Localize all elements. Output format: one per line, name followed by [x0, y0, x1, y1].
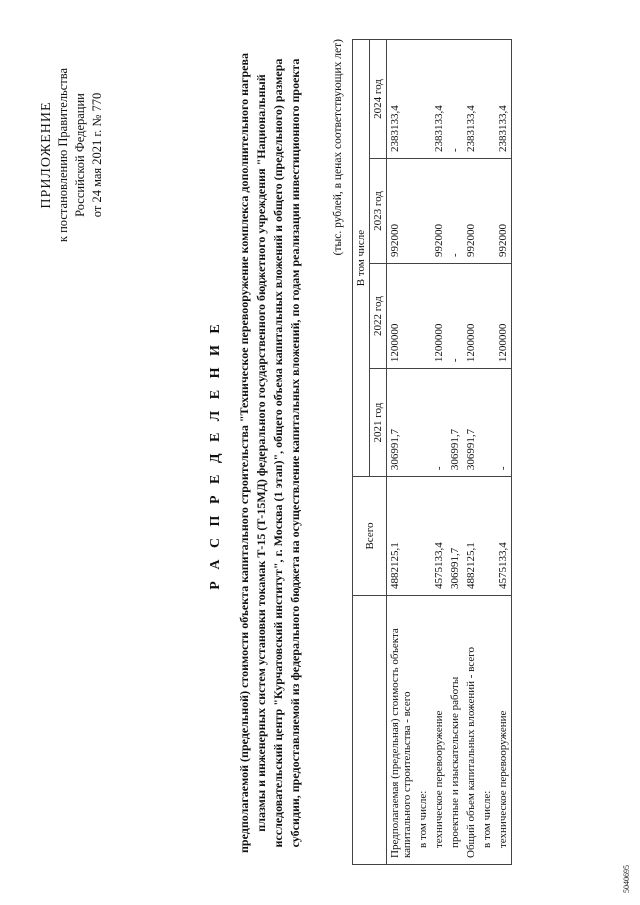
- annex-line-1: к постановлению Правительства: [56, 67, 70, 243]
- header-year: 2021 год: [370, 369, 387, 477]
- table-row: [463, 40, 479, 865]
- header-year: 2024 год: [370, 40, 387, 159]
- row-label: в том числе:: [479, 596, 495, 865]
- cell-value: 992000: [463, 158, 479, 263]
- cell-value: 1200000: [431, 264, 447, 369]
- cell-value: -: [495, 369, 512, 477]
- cell-value: 1200000: [463, 264, 479, 369]
- cell-value: [479, 40, 495, 159]
- document-title: Р А С П Р Е Д Е Л Е Н И Е: [208, 320, 223, 590]
- annex-header: [38, 25, 106, 285]
- cell-total: [479, 477, 495, 596]
- document-code: 5040695: [622, 865, 631, 893]
- table-row: [479, 40, 495, 865]
- cell-value: 306991,7: [447, 369, 463, 477]
- cell-value: 306991,7: [387, 369, 416, 477]
- cell-value: 1200000: [387, 264, 416, 369]
- cell-value: -: [447, 264, 463, 369]
- cell-value: 1200000: [495, 264, 512, 369]
- annex-title: ПРИЛОЖЕНИЕ: [39, 101, 54, 209]
- annex-line-3: от 24 мая 2021 г. № 770: [90, 92, 104, 218]
- cell-value: [479, 158, 495, 263]
- cell-value: 2383133,4: [463, 40, 479, 159]
- cell-value: -: [447, 40, 463, 159]
- cell-value: 2383133,4: [387, 40, 416, 159]
- header-including: В том числе: [353, 40, 370, 477]
- cell-total: 306991,7: [447, 477, 463, 596]
- document-subtitle: предполагаемой (предельной) стоимости объекта капитального строительства "Техническое перевооружение комплекса дополнительного нагрева плазмы и инженерных систем установки токамак Т-15 (Т-15МД) федерального государственного бюджетного учреждения "Национальный исследовательский центр "Курчатовский институт", г. Москва (1 этап)", общего объема капитальных вложений и общего (предельного) размера субсидии, предоставляемой из федерального бюджета на осуществление капитальных вложений, по годам реализации инвестиционного проекта: [237, 53, 302, 853]
- cell-value: [415, 264, 431, 369]
- cell-total: [415, 477, 431, 596]
- cell-value: [479, 369, 495, 477]
- table-row: [431, 40, 447, 865]
- table-row: [415, 40, 431, 865]
- cell-total: 4882125,1: [463, 477, 479, 596]
- header-empty-cell: [353, 596, 387, 865]
- row-label: Предполагаемая (предельная) стоимость объекта капитального строительства - всего: [387, 596, 416, 865]
- cell-value: 992000: [387, 158, 416, 263]
- header-year: 2023 год: [370, 158, 387, 263]
- units-note: (тыс. рублей, в ценах соответствующих лет): [332, 39, 344, 256]
- cell-value: 992000: [495, 158, 512, 263]
- cell-value: 2383133,4: [495, 40, 512, 159]
- row-label: техническое перевооружение: [495, 596, 512, 865]
- cell-value: 306991,7: [463, 369, 479, 477]
- cell-value: -: [447, 158, 463, 263]
- row-label: в том числе:: [415, 596, 431, 865]
- header-year: 2022 год: [370, 264, 387, 369]
- cell-value: 992000: [431, 158, 447, 263]
- table-row: [447, 40, 463, 865]
- cell-value: -: [431, 369, 447, 477]
- cell-value: [415, 40, 431, 159]
- table-row: [495, 40, 512, 865]
- cell-total: 4882125,1: [387, 477, 416, 596]
- cell-total: 4575133,4: [431, 477, 447, 596]
- cell-total: 4575133,4: [495, 477, 512, 596]
- row-label: Общий объем капитальных вложений - всего: [463, 596, 479, 865]
- row-label: техническое перевооружение: [431, 596, 447, 865]
- distribution-table: [352, 39, 512, 865]
- table-row: [387, 40, 416, 865]
- row-label: проектные и изыскательские работы: [447, 596, 463, 865]
- cell-value: [479, 264, 495, 369]
- cell-value: 2383133,4: [431, 40, 447, 159]
- header-total: Всего: [353, 477, 387, 596]
- annex-line-2: Российской Федерации: [73, 93, 87, 217]
- cell-value: [415, 369, 431, 477]
- cell-value: [415, 158, 431, 263]
